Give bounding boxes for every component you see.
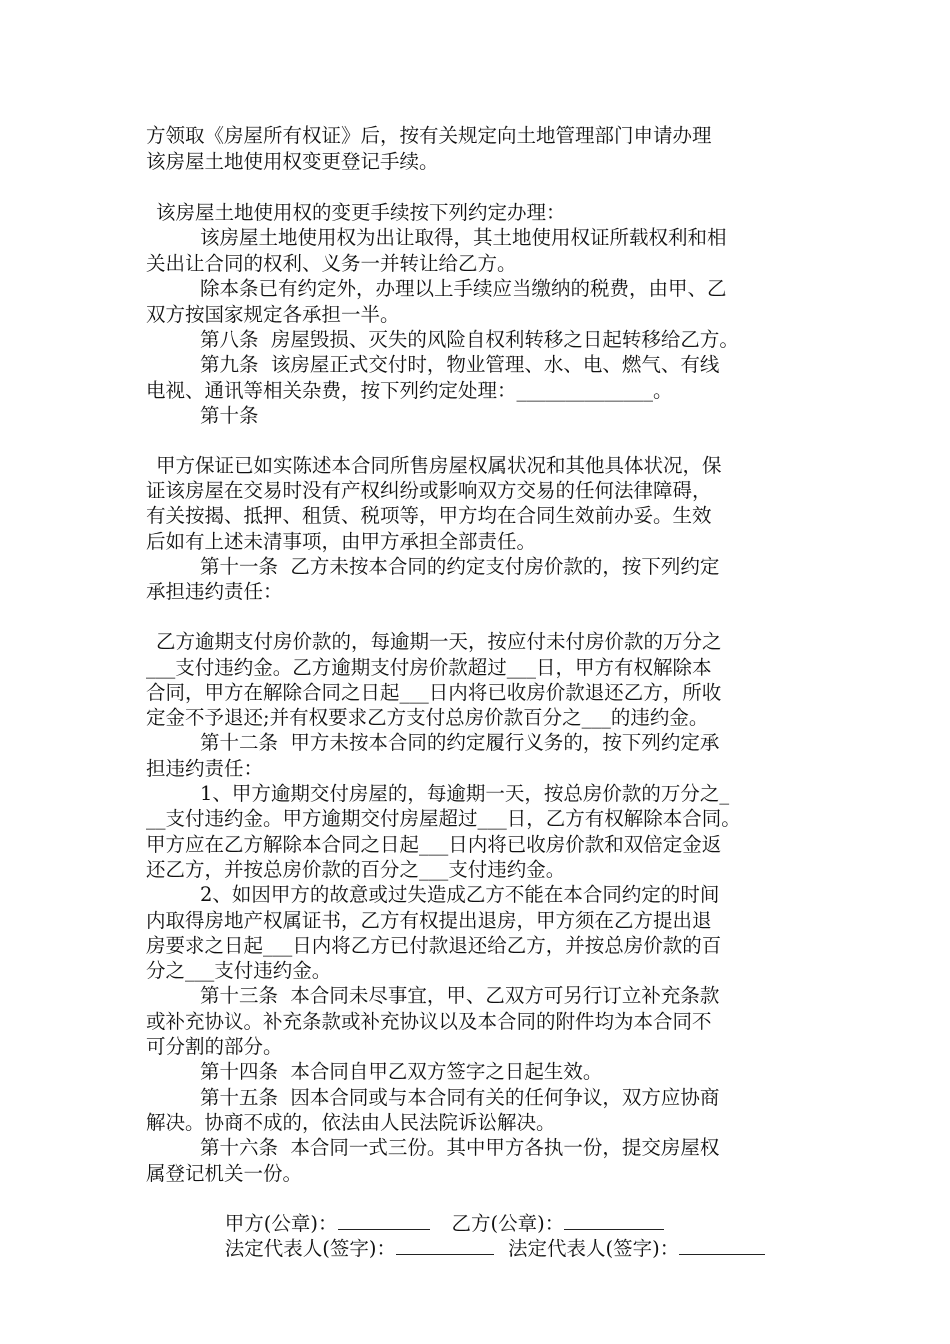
- paragraph-line: 电视、通讯等相关杂费，按下列约定处理：______________。: [146, 379, 673, 402]
- paragraph-line: 属登记机关一份。: [146, 1162, 303, 1185]
- article-14: 第十四条 本合同自甲乙双方签字之日起生效。: [200, 1060, 603, 1083]
- paragraph-line: 双方按国家规定各承担一半。: [146, 303, 400, 326]
- article-11: 第十一条 乙方未按本合同的约定支付房价款的，按下列约定: [200, 555, 720, 578]
- paragraph-line: ___支付违约金。乙方逾期支付房价款超过___日，甲方有权解除本: [146, 656, 712, 679]
- article-13: 第十三条 本合同未尽事宜，甲、乙双方可另行订立补充条款: [200, 984, 720, 1007]
- article-15: 第十五条 因本合同或与本合同有关的任何争议，双方应协商: [200, 1086, 720, 1109]
- paragraph-line: 承担违约责任：: [146, 580, 283, 603]
- signature-row-rep: [200, 1212, 765, 1285]
- article-8: 第八条 房屋毁损、灭失的风险自权利转移之日起转移给乙方。: [200, 328, 739, 351]
- paragraph-line: 内取得房地产权属证书，乙方有权提出退房，甲方须在乙方提出退: [146, 909, 712, 932]
- paragraph-line: 甲方应在乙方解除本合同之日起___日内将已收房价款和双倍定金返: [146, 833, 722, 856]
- paragraph-line: 方领取《房屋所有权证》后，按有关规定向土地管理部门申请办理: [146, 124, 712, 147]
- party-b-rep-label: 法定代表人(签字)：: [508, 1237, 680, 1260]
- paragraph-line: 或补充协议。补充条款或补充协议以及本合同的附件均为本合同不: [146, 1010, 712, 1033]
- paragraph-line: 2、如因甲方的故意或过失造成乙方不能在本合同约定的时间: [200, 883, 720, 906]
- party-a-rep-blank: [396, 1236, 494, 1255]
- paragraph-line: 证该房屋在交易时没有产权纠纷或影响双方交易的任何法律障碍，: [146, 479, 712, 502]
- paragraph-line: 该房屋土地使用权的变更手续按下列约定办理：: [156, 201, 566, 224]
- paragraph-line: __支付违约金。甲方逾期交付房屋超过___日，乙方有权解除本合同。: [146, 807, 741, 830]
- party-b-seal-label: 乙方(公章)：: [451, 1212, 565, 1235]
- paragraph-line: 除本条已有约定外，办理以上手续应当缴纳的税费，由甲、乙: [200, 277, 727, 300]
- paragraph-line: 担违约责任：: [146, 757, 264, 780]
- party-a-seal-label: 甲方(公章)：: [224, 1212, 338, 1235]
- paragraph-line: 甲方保证已如实陈述本合同所售房屋权属状况和其他具体状况，保: [156, 454, 722, 477]
- article-12: 第十二条 甲方未按本合同的约定履行义务的，按下列约定承: [200, 731, 720, 754]
- paragraph-line: 有关按揭、抵押、租赁、税项等，甲方均在合同生效前办妥。生效: [146, 504, 712, 527]
- paragraph-line: 乙方逾期支付房价款的，每逾期一天，按应付未付房价款的万分之: [156, 630, 722, 653]
- paragraph-line: 后如有上述未清事项，由甲方承担全部责任。: [146, 530, 537, 553]
- article-9: 第九条 该房屋正式交付时，物业管理、水、电、燃气、有线: [200, 353, 720, 376]
- paragraph-line: 可分割的部分。: [146, 1035, 283, 1058]
- paragraph-line: 关出让合同的权利、义务一并转让给乙方。: [146, 252, 517, 275]
- paragraph-line: 分之___支付违约金。: [146, 959, 332, 982]
- paragraph-line: 1、甲方逾期交付房屋的，每逾期一天，按总房价款的万分之_: [200, 782, 730, 805]
- party-b-rep-blank: [679, 1236, 765, 1255]
- article-10: 第十条: [200, 404, 259, 427]
- paragraph-line: 还乙方，并按总房价款的百分之___支付违约金。: [146, 858, 566, 881]
- party-a-rep-label: 法定代表人(签字)：: [224, 1237, 397, 1260]
- paragraph-line: 房要求之日起___日内将乙方已付款退还给乙方，并按总房价款的百: [146, 934, 722, 957]
- paragraph-line: 解决。协商不成的，依法由人民法院诉讼解决。: [146, 1111, 556, 1134]
- paragraph-line: 合同，甲方在解除合同之日起___日内将已收房价款退还乙方，所收: [146, 681, 722, 704]
- article-16: 第十六条 本合同一式三份。其中甲方各执一份，提交房屋权: [200, 1136, 720, 1159]
- paragraph-line: 该房屋土地使用权为出让取得，其土地使用权证所载权利和相: [200, 226, 727, 249]
- paragraph-line: 定金不予退还;并有权要求乙方支付总房价款百分之___的违约金。: [146, 706, 709, 729]
- paragraph-line: 该房屋土地使用权变更登记手续。: [146, 150, 439, 173]
